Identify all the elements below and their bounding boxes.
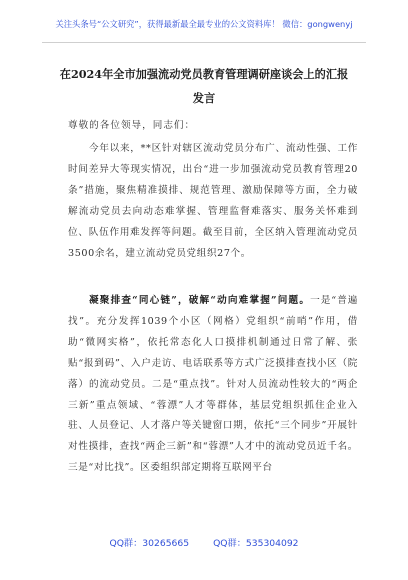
paragraph: 今年以来，**区针对辖区流动党员分布广、流动性强、工作时间差异大等现实情况，出台“进一步加强流动党员教育管理20条”措施，聚焦精准摸排、规范管理、激励保障等方面，全力破解流动党员去向动态难掌握、管理监督难落实、服务关怀难到位、队伍作用难发挥等问题。截至目前，全区纳入管理流动党员3500余名，建立流动党员党组织27个。 (68, 143, 358, 259)
document-title-line2: 发言 (192, 91, 216, 105)
qq-group-2[interactable]: QQ群：535304092 (213, 538, 299, 549)
paragraph-lead: 凝聚排查“同心链”，破解“动向难掌握”问题。 (89, 295, 311, 306)
paragraph (68, 291, 358, 479)
greeting: 尊敬的各位领导，同志们： (68, 120, 196, 131)
qq-group-1[interactable]: QQ群：30265665 (109, 538, 190, 549)
paragraph-body: 一是“普遍找”。充分发挥1039个小区（网格）党组织“前哨”作用，借助“微网实格”，依托常态化人口摸排机制通过日常了解、张贴“报到码”、入户走访、电话联系等方式广泛摸排查找小区（院落）的流动党员。二是“重点找”。针对人员流动性较大的“两企三新”重点领域、“蓉漂”人才等群体，基层党组织抓住企业入驻、人员登记、人才落户等关键窗口期，依托“三个同步”开展针对性摸排，查找“两企三新”和“蓉漂”人才中的流动党员近千名。三是“对比找”。区委组织部定期将互联网平台 (68, 295, 358, 474)
header-divider (42, 42, 366, 43)
document-title-line1: 在2024年全市加强流动党员教育管理调研座谈会上的汇报 (59, 67, 349, 81)
header-banner[interactable]: 关注头条号“公文研究”，获得最新最全最专业的公文资料库！ 微信：gongwenyj (55, 19, 353, 29)
footer-contacts (0, 535, 408, 549)
